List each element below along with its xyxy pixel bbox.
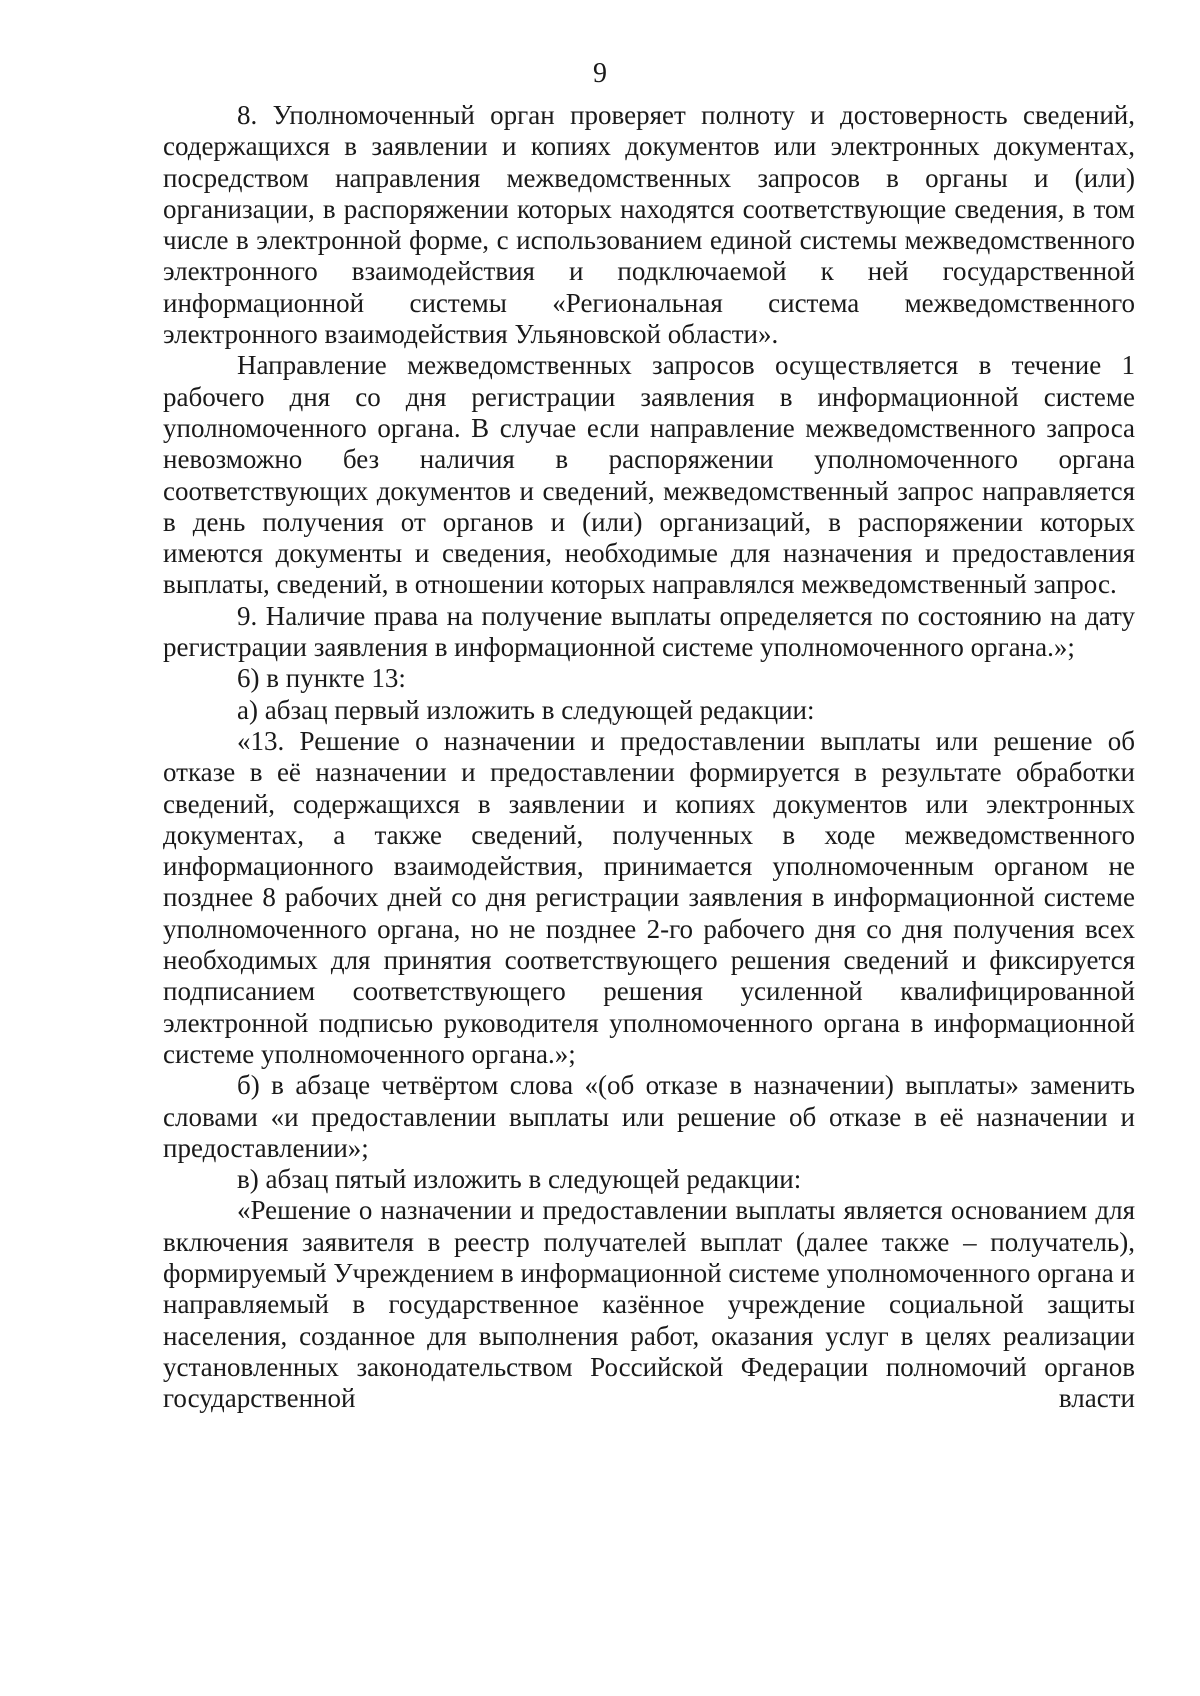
paragraph-item-8: 8. Уполномоченный орган проверяет полноту и достоверность сведений, содержащихся в заявлении и копиях документов или электронных документах, посредством направления межведомственных запросов в органы и (или) организации, в распоряжении которых находятся соответствующие сведения, в том числе в электронной форме, с использованием единой системы межведомственного электронного взаимодействия и подключаемой к ней государственной информационной системы «Региональная система межведомственного электронного взаимодействия Ульяновской области».: [163, 100, 1135, 350]
paragraph-item-13-text: «13. Решение о назначении и предоставлении выплаты или решение об отказе в её назначении и предоставлении формируется в результате обработки сведений, содержащихся в заявлении и копиях документов или электронных документах, а также сведений, полученных в ходе межведомственного информационного взаимодействия, принимается уполномоченным органом не позднее 8 рабочих дней со дня регистрации заявления в информационной системе уполномоченного органа, но не позднее 2-го рабочего дня со дня получения всех необходимых для принятия соответствующего решения сведений и фиксируется подписанием соответствующего решения усиленной квалифицированной электронной подписью руководителя уполномоченного органа в информационной системе уполномоченного органа.»;: [163, 725, 1135, 1069]
paragraph-item-9: 9. Наличие права на получение выплаты определяется по состоянию на дату регистрации заявления в информационной системе уполномоченного органа.»;: [163, 600, 1135, 663]
paragraph-subitem-6: 6) в пункте 13:: [237, 663, 406, 694]
paragraph-subitem-a: а) абзац первый изложить в следующей редакции:: [237, 694, 815, 725]
paragraph-subitem-v: в) абзац пятый изложить в следующей редакции:: [237, 1164, 802, 1195]
page-number: 9: [593, 58, 607, 89]
paragraph-decision-basis: «Решение о назначении и предоставлении выплаты является основанием для включения заявителя в реестр получателей выплат (далее также – получатель), формируемый Учреждением в информационной системе уполномоченного органа и направляемый в государственное казённое учреждение социальной защиты населения, созданное для выполнения работ, оказания услуг в целях реализации установленных законодательством Российской Федерации полномочий органов государственной власти: [163, 1195, 1135, 1414]
paragraph-interagency-requests: Направление межведомственных запросов осуществляется в течение 1 рабочего дня со дня регистрации заявления в информационной системе уполномоченного органа. В случае если направление межведомственного запроса невозможно без наличия в распоряжении уполномоченного органа соответствующих документов и сведений, межведомственный запрос направляется в день получения от органов и (или) организаций, в распоряжении которых имеются документы и сведения, необходимые для назначения и предоставления выплаты, сведений, в отношении которых направлялся межведомственный запрос.: [163, 350, 1135, 600]
document-body: [163, 100, 1135, 1414]
paragraph-subitem-b: б) в абзаце четвёртом слова «(об отказе в назначении) выплаты» заменить словами «и предоставлении выплаты или решение об отказе в её назначении и предоставлении»;: [163, 1070, 1135, 1163]
